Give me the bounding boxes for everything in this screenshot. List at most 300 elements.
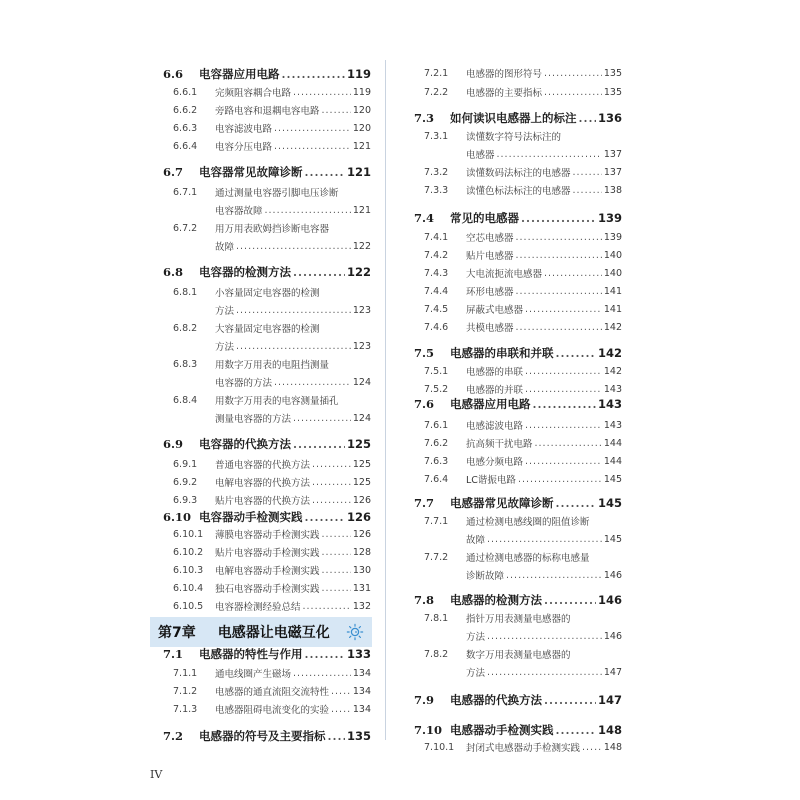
page-ref: 145 [597, 496, 622, 510]
toc-subsection[interactable] [157, 137, 371, 155]
dot-leader [293, 87, 351, 98]
section-number: 7.4.6 [424, 321, 449, 333]
dot-leader [516, 250, 602, 261]
toc-entry-continuation[interactable] [408, 663, 622, 681]
entry-title: 电容分压电路 [215, 142, 273, 153]
dot-leader [516, 286, 602, 297]
entry-title: 指针万用表测量电感器的 [466, 614, 571, 625]
toc-section[interactable] [408, 343, 622, 363]
section-number: 7.4.4 [424, 285, 449, 297]
dot-leader [525, 456, 602, 467]
page-ref: 121 [346, 165, 371, 179]
toc-entry-continuation[interactable] [157, 373, 371, 391]
entry-title: 电容器检测经验总结 [215, 602, 301, 613]
entry-title: 通过测量电容器引脚电压诊断 [215, 188, 339, 199]
toc-subsection[interactable] [408, 83, 622, 101]
section-number: 6.7.2 [173, 222, 198, 234]
section-number: 6.10.3 [173, 564, 204, 576]
page-number: IV [150, 768, 163, 781]
toc-section[interactable] [157, 64, 371, 84]
entry-title: 通过检测电感器的标称电感量 [466, 553, 590, 564]
section-number: 7.4.1 [424, 231, 449, 243]
toc-subsection[interactable] [157, 283, 371, 301]
page-ref: 119 [352, 86, 371, 98]
section-number: 6.6 [163, 67, 184, 81]
dot-leader [331, 704, 351, 715]
section-number: 6.9 [163, 437, 184, 451]
toc-subsection[interactable] [157, 183, 371, 201]
entry-title: 常见的电感器 [450, 211, 519, 225]
section-number: 6.9.3 [173, 494, 198, 506]
entry-title: 方法 [466, 632, 486, 643]
entry-title: 大容量固定电容器的检测 [215, 324, 320, 335]
entry-title: 电感器的并联 [466, 385, 524, 396]
dot-leader [525, 420, 602, 431]
entry-title: 薄膜电容器动手检测实践 [215, 530, 320, 541]
dot-leader [328, 729, 345, 743]
toc-subsection[interactable] [408, 127, 622, 145]
toc-subsection[interactable] [157, 561, 371, 579]
page-ref: 121 [352, 204, 371, 216]
page-ref: 148 [597, 723, 622, 737]
entry-title: 电容滤波电路 [215, 124, 273, 135]
section-number: 7.3.1 [424, 130, 449, 142]
toc-entry-continuation[interactable] [157, 201, 371, 219]
entry-title: 电容器的代换方法 [199, 437, 291, 451]
dot-leader [312, 477, 351, 488]
dot-leader [497, 149, 602, 160]
entry-title: 小容量固定电容器的检测 [215, 288, 320, 299]
section-number: 6.8.4 [173, 394, 198, 406]
toc-section[interactable] [157, 507, 371, 527]
entry-title: 用数字万用表的电容测量插孔 [215, 396, 339, 407]
page-ref: 144 [603, 455, 622, 467]
page-ref: 143 [603, 383, 622, 395]
toc-subsection[interactable] [408, 434, 622, 452]
section-number: 6.6.4 [173, 140, 198, 152]
entry-title: 电感器常见故障诊断 [450, 496, 554, 510]
toc-subsection[interactable] [408, 163, 622, 181]
page-ref: 123 [352, 304, 371, 316]
page-ref: 121 [352, 140, 371, 152]
entry-title: 用数字万用表的电阻挡测量 [215, 360, 330, 371]
section-number: 6.6.1 [173, 86, 198, 98]
toc-entry-continuation[interactable] [408, 530, 622, 548]
entry-title: 通电线圈产生磁场 [215, 669, 292, 680]
toc-subsection[interactable] [408, 246, 622, 264]
entry-title: 大电流扼流电感器 [466, 269, 543, 280]
section-number: 7.2.1 [424, 67, 449, 79]
toc-subsection[interactable] [408, 738, 622, 756]
page-ref: 132 [352, 600, 371, 612]
section-number: 7.8.1 [424, 612, 449, 624]
dot-leader [525, 366, 602, 377]
toc-entry-continuation[interactable] [408, 627, 622, 645]
entry-title: 电感器的检测方法 [450, 593, 542, 607]
toc-subsection[interactable] [157, 597, 371, 615]
toc-section[interactable] [408, 720, 622, 740]
section-number: 7.6.2 [424, 437, 449, 449]
section-number: 6.6.2 [173, 104, 198, 116]
page-ref: 134 [352, 667, 371, 679]
entry-title: 独石电容器动手检测实践 [215, 584, 320, 595]
dot-leader [533, 397, 596, 411]
toc-subsection[interactable] [408, 264, 622, 282]
dot-leader [293, 437, 345, 451]
page-ref: 119 [346, 67, 371, 81]
toc-subsection[interactable] [157, 700, 371, 718]
dot-leader [487, 631, 602, 642]
section-number: 6.10.2 [173, 546, 204, 558]
section-number: 6.10.5 [173, 600, 204, 612]
page-ref: 131 [352, 582, 371, 594]
dot-leader [312, 495, 351, 506]
dot-leader [521, 211, 596, 225]
dot-leader [303, 601, 351, 612]
section-number: 6.9.1 [173, 458, 198, 470]
section-number: 7.3 [414, 111, 435, 125]
entry-title: 电感器应用电路 [450, 397, 531, 411]
page-ref: 125 [352, 458, 371, 470]
toc-subsection[interactable] [157, 355, 371, 373]
page-ref: 147 [603, 666, 622, 678]
entry-title: 贴片电感器 [466, 251, 514, 262]
entry-title: 故障 [466, 535, 486, 546]
page-ref: 126 [352, 528, 371, 540]
section-number: 7.1 [163, 647, 184, 661]
entry-title: 电容器的检测方法 [199, 265, 291, 279]
entry-title: 方法 [215, 306, 235, 317]
entry-title: 电感器的符号及主要指标 [199, 729, 326, 743]
toc-subsection[interactable] [157, 101, 371, 119]
section-number: 7.4.5 [424, 303, 449, 315]
toc-section[interactable] [157, 726, 371, 746]
section-number: 6.8.2 [173, 322, 198, 334]
section-number: 7.6 [414, 397, 435, 411]
page-ref: 124 [352, 412, 371, 424]
toc-subsection[interactable] [408, 548, 622, 566]
entry-title: 贴片电容器的代换方法 [215, 496, 311, 507]
toc-subsection[interactable] [408, 452, 622, 470]
section-number: 7.1.3 [173, 703, 198, 715]
entry-title: 贴片电容器动手检测实践 [215, 548, 320, 559]
entry-title: 电容器应用电路 [199, 67, 280, 81]
section-number: 6.9.2 [173, 476, 198, 488]
dot-leader [487, 667, 602, 678]
page-ref: 134 [352, 685, 371, 697]
dot-leader [322, 547, 351, 558]
dot-leader [265, 205, 351, 216]
section-number: 7.2.2 [424, 86, 449, 98]
entry-title: 电感器的通直流阻交流特性 [215, 687, 330, 698]
entry-title: 读懂色标法标注的电感器 [466, 186, 571, 197]
toc-subsection[interactable] [408, 181, 622, 199]
page-ref: 125 [346, 437, 371, 451]
toc-subsection[interactable] [408, 645, 622, 663]
page-ref: 139 [603, 231, 622, 243]
dot-leader [544, 693, 596, 707]
section-number: 7.8.2 [424, 648, 449, 660]
section-number: 6.7.1 [173, 186, 198, 198]
dot-leader [516, 322, 602, 333]
toc-subsection[interactable] [157, 525, 371, 543]
chapter-label: 第7章 [158, 625, 196, 641]
dot-leader [236, 241, 351, 252]
page-ref: 143 [603, 419, 622, 431]
entry-title: 电感器的主要指标 [466, 88, 543, 99]
entry-title: 环形电感器 [466, 287, 514, 298]
dot-leader [312, 459, 351, 470]
dot-leader [293, 413, 351, 424]
dot-leader [293, 265, 345, 279]
dot-leader [544, 593, 596, 607]
page-ref: 125 [352, 476, 371, 488]
page-ref: 145 [603, 473, 622, 485]
dot-leader [322, 529, 351, 540]
entry-title: 方法 [215, 342, 235, 353]
toc-entry-continuation[interactable] [157, 301, 371, 319]
section-number: 6.8 [163, 265, 184, 279]
dot-leader [305, 647, 345, 661]
entry-title: 电解电容器动手检测实践 [215, 566, 320, 577]
page-ref: 133 [346, 647, 371, 661]
section-number: 7.1.2 [173, 685, 198, 697]
toc-section[interactable] [157, 162, 371, 182]
toc-section[interactable] [408, 493, 622, 513]
section-number: 7.7.2 [424, 551, 449, 563]
page-ref: 130 [352, 564, 371, 576]
page-ref: 137 [603, 148, 622, 160]
entry-title: 方法 [466, 668, 486, 679]
page-ref: 148 [603, 741, 622, 753]
entry-title: 电感器的代换方法 [450, 693, 542, 707]
toc-subsection[interactable] [157, 682, 371, 700]
entry-title: 读懂数码法标注的电感器 [466, 168, 571, 179]
dot-leader [322, 565, 351, 576]
page-ref: 142 [603, 321, 622, 333]
toc-subsection[interactable] [157, 119, 371, 137]
entry-title: 电容器动手检测实践 [199, 510, 303, 524]
section-number: 7.5 [414, 346, 435, 360]
toc-subsection[interactable] [157, 391, 371, 409]
toc-entry-continuation[interactable] [157, 337, 371, 355]
section-number: 7.4.2 [424, 249, 449, 261]
toc-section[interactable] [157, 644, 371, 664]
page-ref: 126 [346, 510, 371, 524]
chapter-heading[interactable] [150, 617, 372, 647]
toc-section[interactable] [157, 434, 371, 454]
entry-title: 测量电容器的方法 [215, 414, 292, 425]
page-ref: 143 [597, 397, 622, 411]
toc-subsection[interactable] [157, 219, 371, 237]
entry-title: 通过检测电感线圈的阻值诊断 [466, 517, 590, 528]
page-ref: 144 [603, 437, 622, 449]
page-ref: 134 [352, 703, 371, 715]
dot-leader [322, 583, 351, 594]
entry-title: 完频阻容耦合电路 [215, 88, 292, 99]
section-number: 7.10.1 [424, 741, 455, 753]
dot-leader [573, 185, 602, 196]
toc-subsection[interactable] [157, 473, 371, 491]
section-number: 6.10.4 [173, 582, 204, 594]
page-ref: 120 [352, 104, 371, 116]
toc-subsection[interactable] [157, 319, 371, 337]
dot-leader [544, 68, 602, 79]
toc-subsection[interactable] [157, 579, 371, 597]
page-ref: 146 [603, 569, 622, 581]
page-ref: 126 [352, 494, 371, 506]
section-number: 7.1.1 [173, 667, 198, 679]
page-ref: 141 [603, 303, 622, 315]
entry-title: 电解电容器的代换方法 [215, 478, 311, 489]
entry-title: 读懂数字符号法标注的 [466, 132, 562, 143]
entry-title: 电容器常见故障诊断 [199, 165, 303, 179]
section-number: 6.8.1 [173, 286, 198, 298]
section-number: 7.5.2 [424, 383, 449, 395]
toc-subsection[interactable] [408, 362, 622, 380]
entry-title: 普通电容器的代换方法 [215, 460, 311, 471]
sun-icon [346, 623, 364, 641]
dot-leader [282, 67, 345, 81]
page-ref: 128 [352, 546, 371, 558]
dot-leader [535, 438, 602, 449]
section-number: 7.6.4 [424, 473, 449, 485]
toc-subsection[interactable] [408, 64, 622, 82]
section-number: 7.4.3 [424, 267, 449, 279]
section-number: 7.9 [414, 693, 435, 707]
toc-subsection[interactable] [408, 300, 622, 318]
section-number: 7.8 [414, 593, 435, 607]
entry-title: 电感器 [466, 150, 495, 161]
entry-title: 电感器阻碍电流变化的实验 [215, 705, 330, 716]
dot-leader [305, 165, 345, 179]
section-number: 7.4 [414, 211, 435, 225]
page-ref: 135 [603, 67, 622, 79]
toc-subsection[interactable] [408, 470, 622, 488]
toc-subsection[interactable] [157, 455, 371, 473]
entry-title: 电感器的图形符号 [466, 69, 543, 80]
toc-section[interactable] [408, 690, 622, 710]
dot-leader [579, 111, 596, 125]
page-ref: 140 [603, 267, 622, 279]
page-ref: 142 [603, 365, 622, 377]
section-number: 7.7 [414, 496, 435, 510]
page-ref: 124 [352, 376, 371, 388]
dot-leader [293, 668, 351, 679]
section-number: 7.6.1 [424, 419, 449, 431]
page-ref: 122 [352, 240, 371, 252]
entry-title: 空芯电感器 [466, 233, 514, 244]
page-ref: 142 [597, 346, 622, 360]
toc-section[interactable] [408, 208, 622, 228]
page-ref: 135 [346, 729, 371, 743]
entry-title: 共模电感器 [466, 323, 514, 334]
toc-section[interactable] [408, 108, 622, 128]
toc-entry-continuation[interactable] [408, 566, 622, 584]
section-number: 6.8.3 [173, 358, 198, 370]
dot-leader [274, 141, 351, 152]
section-number: 6.7 [163, 165, 184, 179]
entry-title: 用万用表欧姆挡诊断电容器 [215, 224, 330, 235]
toc-entry-continuation[interactable] [157, 237, 371, 255]
section-number: 7.5.1 [424, 365, 449, 377]
dot-leader [331, 686, 351, 697]
dot-leader [518, 474, 602, 485]
page-ref: 123 [352, 340, 371, 352]
entry-title: 电容器的方法 [215, 378, 273, 389]
dot-leader [236, 305, 351, 316]
entry-title: 电感滤波电路 [466, 421, 524, 432]
entry-title: 如何读识电感器上的标注 [450, 111, 577, 125]
section-number: 7.10 [414, 723, 443, 737]
toc-subsection[interactable] [408, 282, 622, 300]
toc-subsection[interactable] [157, 83, 371, 101]
dot-leader [525, 304, 602, 315]
toc-section[interactable] [408, 394, 622, 414]
entry-title: 数字万用表测量电感器的 [466, 650, 571, 661]
dot-leader [556, 496, 596, 510]
toc-subsection[interactable] [157, 543, 371, 561]
dot-leader [525, 384, 602, 395]
page-ref: 139 [597, 211, 622, 225]
entry-title: 封闭式电感器动手检测实践 [466, 743, 581, 754]
page-ref: 138 [603, 184, 622, 196]
toc-subsection[interactable] [408, 228, 622, 246]
chapter-title: 电感器让电磁互化 [217, 625, 330, 641]
toc-subsection[interactable] [408, 318, 622, 336]
entry-title: 故障 [215, 242, 235, 253]
toc-entry-continuation[interactable] [408, 145, 622, 163]
page-ref: 146 [597, 593, 622, 607]
page-ref: 146 [603, 630, 622, 642]
dot-leader [556, 723, 596, 737]
column-divider [385, 60, 386, 740]
dot-leader [573, 167, 602, 178]
entry-title: 诊断故障 [466, 571, 505, 582]
section-number: 7.6.3 [424, 455, 449, 467]
dot-leader [274, 123, 351, 134]
page-ref: 136 [597, 111, 622, 125]
toc-subsection[interactable] [408, 416, 622, 434]
entry-title: 电感器的串联和并联 [450, 346, 554, 360]
toc-section[interactable] [408, 590, 622, 610]
entry-title: 电感器的特性与作用 [199, 647, 303, 661]
section-number: 6.6.3 [173, 122, 198, 134]
dot-leader [544, 268, 602, 279]
toc-subsection[interactable] [408, 609, 622, 627]
entry-title: 电容器故障 [215, 206, 263, 217]
page-ref: 137 [603, 166, 622, 178]
entry-title: LC谐振电路 [466, 475, 516, 486]
dot-leader [274, 377, 351, 388]
toc-section[interactable] [157, 262, 371, 282]
entry-title: 电感器的串联 [466, 367, 524, 378]
entry-title: 电感分频电路 [466, 457, 524, 468]
toc-subsection[interactable] [157, 664, 371, 682]
page-ref: 135 [603, 86, 622, 98]
entry-title: 旁路电容和退耦电容电路 [215, 106, 320, 117]
page-ref: 147 [597, 693, 622, 707]
section-number: 7.3.2 [424, 166, 449, 178]
section-number: 6.10 [163, 510, 192, 524]
toc-entry-continuation[interactable] [157, 409, 371, 427]
dot-leader [322, 105, 351, 116]
dot-leader [516, 232, 602, 243]
toc-subsection[interactable] [408, 512, 622, 530]
page-ref: 141 [603, 285, 622, 297]
dot-leader [487, 534, 602, 545]
dot-leader [506, 570, 602, 581]
